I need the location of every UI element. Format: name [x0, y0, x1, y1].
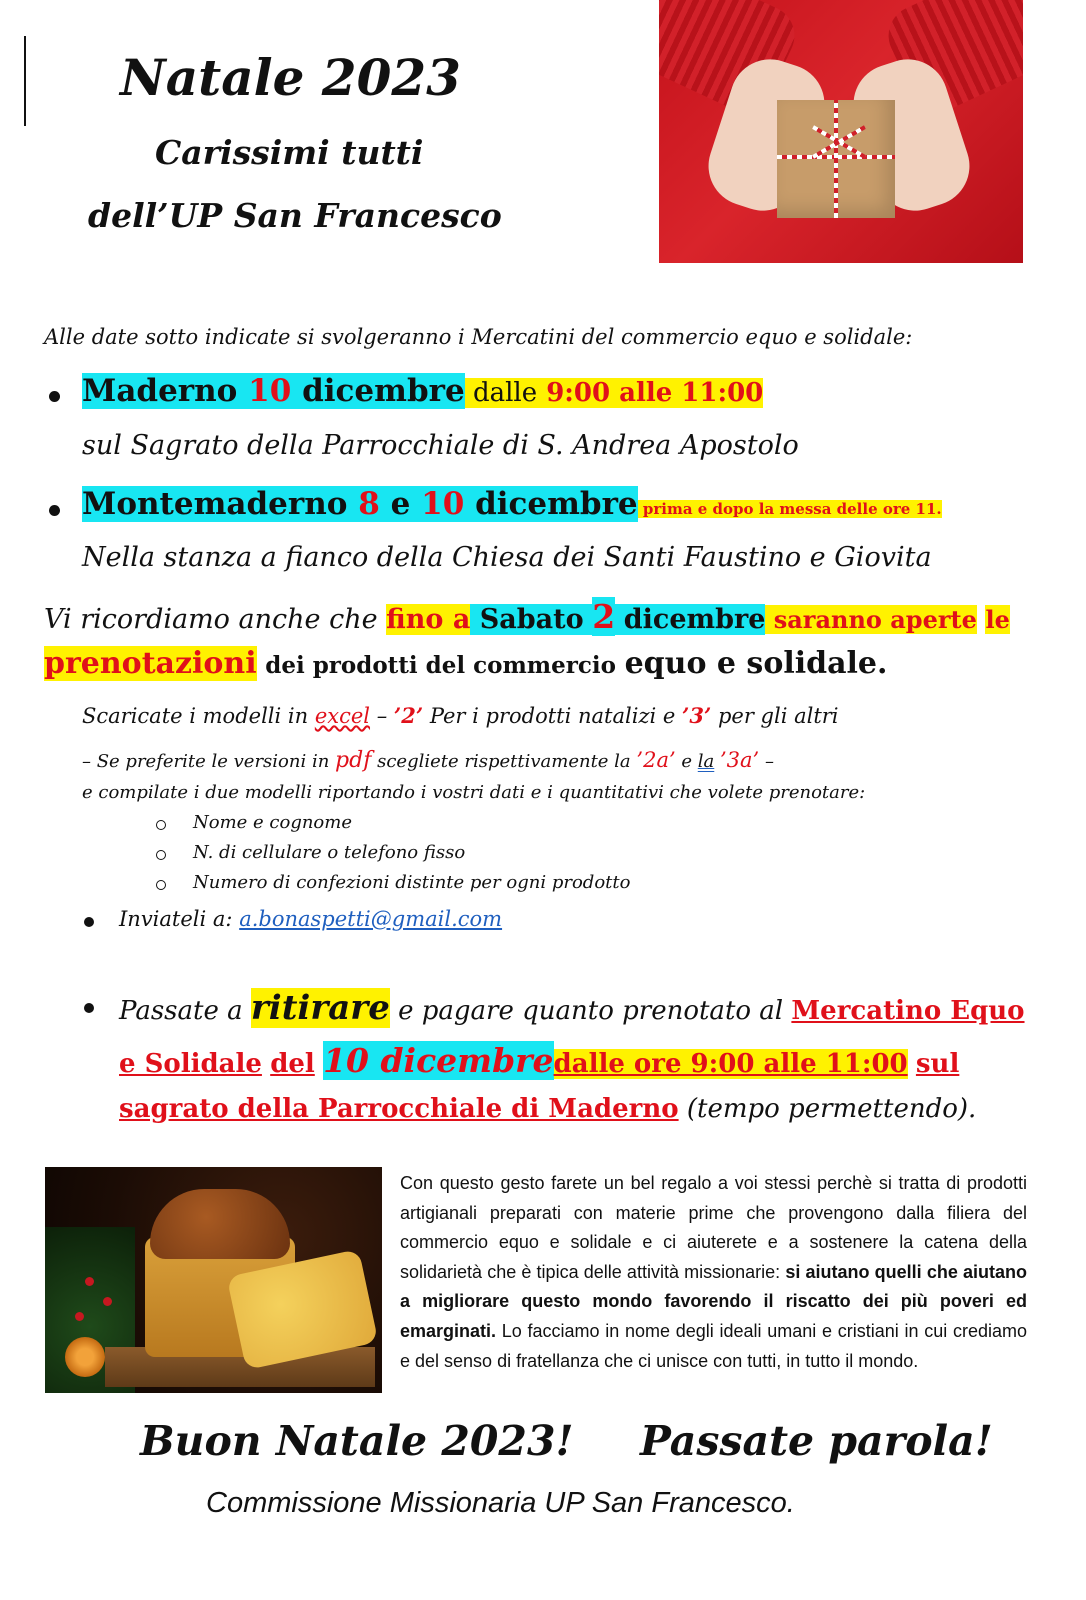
greeting-line-1: Carissimi tutti — [155, 133, 424, 172]
instr-text: e — [681, 751, 693, 772]
model-3a: ’3a’ — [720, 748, 760, 772]
pickup-place: sagrato della Parrocchiale di Maderno — [119, 1094, 679, 1124]
pickup-mercatino: e Solidale — [119, 1049, 262, 1079]
event-time: 9:00 alle 11:00 — [546, 378, 764, 408]
pickup-mercatino: Mercatino Equo — [791, 996, 1025, 1026]
list-item: N. di cellulare o telefono fisso — [193, 842, 466, 863]
event-conj: e — [390, 486, 411, 522]
signature: Commissione Missionaria UP San Francesco. — [206, 1487, 795, 1519]
bullet — [84, 1003, 94, 1013]
intro-text: Alle date sotto indicate si svolgeranno i Mercatini del commercio equo e solidale: — [44, 325, 913, 349]
list-bullet — [156, 880, 166, 890]
pickup-del: del — [270, 1049, 315, 1079]
body-paragraph — [400, 1169, 1027, 1376]
model-3: ’3’ — [682, 703, 712, 728]
reminder-prenotazioni: prenotazioni — [44, 646, 257, 681]
reminder-rest1: dei prodotti del commercio — [265, 652, 616, 679]
instr-text: – Se preferite le versioni in — [82, 751, 330, 772]
pickup-date: 10 dicembre — [323, 1041, 554, 1080]
send-label: Inviateli a: — [119, 907, 233, 931]
list-bullet — [156, 820, 166, 830]
pickup-hours: dalle ore 9:00 alle 11:00 — [553, 1049, 908, 1079]
instructions-line-2 — [82, 748, 774, 773]
pickup-line-1 — [119, 988, 1025, 1028]
gift-photo — [659, 0, 1023, 263]
event-day: 10 — [248, 373, 292, 409]
pass-word: Passate parola! — [640, 1417, 993, 1465]
pdf-label: pdf — [335, 748, 372, 773]
panettone-photo — [45, 1167, 382, 1393]
reminder-rest2: equo e solidale. — [624, 646, 888, 681]
greeting-line-2: dell’UP San Francesco — [88, 196, 502, 235]
instr-text: Per i prodotti natalizi e — [429, 704, 676, 728]
pickup-sul: sul — [915, 1049, 960, 1079]
event-place: Montemaderno — [82, 486, 348, 522]
instr-text: – — [376, 704, 388, 728]
event-day: 10 — [421, 486, 465, 522]
para-bold: si aiutano quelli che aiutano a migliorare questo mondo favorendo il riscatto dei più poveri ed emarginati. — [400, 1261, 1028, 1341]
send-line — [119, 907, 502, 931]
instr-text: scegliete rispettivamente la — [377, 751, 631, 772]
event-day: 8 — [358, 486, 380, 522]
reminder-month: dicembre — [623, 604, 766, 635]
footer-greeting — [140, 1417, 993, 1465]
text-cursor — [24, 36, 26, 126]
reminder-sabato: Sabato — [479, 604, 584, 635]
event-montemaderno — [82, 486, 942, 522]
pickup-mid: e pagare quanto prenotato al — [398, 996, 784, 1026]
event-month: dicembre — [302, 373, 465, 409]
instr-text: – — [764, 751, 774, 772]
reminder-line-1 — [44, 597, 1010, 636]
pickup-line-2 — [119, 1041, 959, 1080]
event-maderno — [82, 373, 763, 409]
pickup-post: (tempo permettendo). — [686, 1094, 977, 1124]
event-time-pre: dalle — [472, 378, 538, 408]
reminder-le: le — [985, 605, 1010, 634]
bullet — [84, 917, 94, 927]
event-location: sul Sagrato della Parrocchiale di S. Andrea Apostolo — [82, 430, 799, 461]
instructions-line-3: e compilate i due modelli riportando i vostri dati e i quantitativi che volete prenotare: — [82, 782, 866, 803]
instr-text: Scaricate i modelli in — [82, 704, 309, 728]
instr-text: per gli altri — [717, 704, 839, 728]
para-text: Lo facciamo in nome degli ideali umani e cristiani in cui crediamo e del senso di fratellanza che ci unisce con tutti, in tutto il mondo. — [400, 1320, 1027, 1371]
email-link[interactable]: a.bonaspetti@gmail.com — [239, 907, 503, 931]
pickup-ritirare: ritirare — [250, 988, 390, 1028]
instr-text: la — [697, 751, 715, 772]
reminder-day: 2 — [592, 597, 616, 636]
list-item: Nome e cognome — [193, 812, 352, 833]
list-bullet — [156, 850, 166, 860]
event-place: Maderno — [82, 373, 238, 409]
reminder-fino: fino a — [386, 604, 471, 635]
greeting: Buon Natale 2023! — [140, 1417, 574, 1465]
list-item: Numero di confezioni distinte per ogni prodotto — [193, 872, 631, 893]
page-title: Natale 2023 — [120, 48, 461, 107]
pickup-pre: Passate a — [119, 996, 243, 1026]
instructions-line-1 — [82, 703, 839, 728]
reminder-saranno: saranno aperte — [773, 605, 977, 634]
excel-link[interactable]: excel — [314, 704, 371, 728]
pickup-line-3 — [119, 1094, 976, 1124]
bullet — [49, 505, 60, 516]
reminder-pre: Vi ricordiamo anche che — [44, 604, 378, 635]
bullet — [49, 391, 60, 402]
para-text: Con questo gesto farete un bel regalo a voi stessi perchè si tratta di prodotti artigianali preparati con materie prime che provengono dalla filiera del commercio equo e solidale e ci aiuterete e a sostenere la catena della solidarietà che è tipica delle attività missionarie: — [400, 1173, 1027, 1282]
event-location: Nella stanza a fianco della Chiesa dei Santi Faustino e Giovita — [82, 542, 932, 573]
reminder-line-2 — [44, 646, 887, 681]
event-note: prima e dopo la messa delle ore 11. — [642, 500, 942, 518]
model-2a: ’2a’ — [636, 748, 676, 772]
event-month: dicembre — [475, 486, 638, 522]
model-2: ’2’ — [393, 703, 424, 728]
